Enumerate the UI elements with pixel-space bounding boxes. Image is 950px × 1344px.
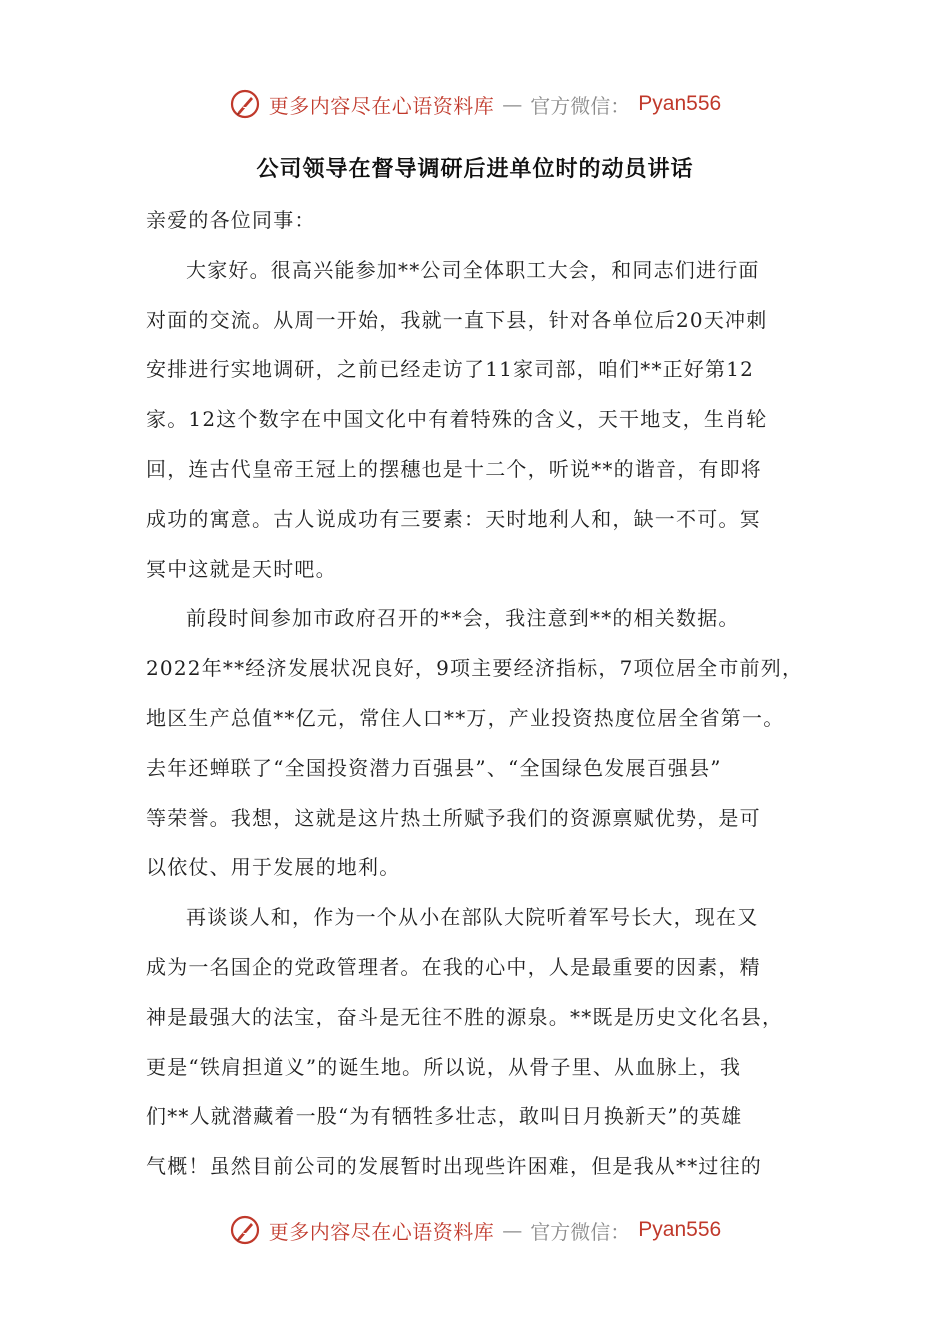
watermark-footer	[0, 1210, 950, 1250]
paragraph-line: 前段时间参加市政府召开的**会，我注意到**的相关数据。	[186, 606, 740, 631]
watermark-wechat-id: Pyan556	[638, 92, 722, 115]
paragraph-line: 再谈谈人和，作为一个从小在部队大院听着军号长大，现在又	[186, 905, 759, 930]
paragraph-line: 回，连古代皇帝王冠上的摆穗也是十二个，听说**的谐音，有即将	[146, 456, 762, 481]
salutation: 亲爱的各位同事：	[146, 208, 316, 232]
paragraph-line: 家。12这个数字在中国文化中有着特殊的含义，天干地支，生肖轮	[146, 407, 768, 432]
quill-pen-logo-icon	[229, 1214, 261, 1246]
watermark-site-text: 更多内容尽在心语资料库	[268, 1219, 495, 1244]
watermark-separator: —	[502, 92, 523, 116]
paragraph-line: 去年还蝉联了“全国投资潜力百强县”、“全国绿色发展百强县”	[146, 755, 722, 780]
paragraph-line: 神是最强大的法宝，奋斗是无往不胜的源泉。**既是历史文化名县，	[146, 1004, 784, 1029]
paragraph-line: 成为一名国企的党政管理者。在我的心中，人是最重要的因素，精	[146, 954, 761, 979]
paragraph-line: 地区生产总值**亿元，常住人口**万，产业投资热度位居全省第一。	[146, 705, 785, 730]
paragraph-line: 大家好。很高兴能参加**公司全体职工大会，和同志们进行面	[186, 257, 760, 282]
watermark-header	[0, 84, 950, 124]
document-body	[146, 196, 826, 1192]
paragraph-line: 以依仗、用于发展的地利。	[146, 855, 401, 880]
paragraph-2	[146, 594, 826, 893]
paragraph-line: 成功的寓意。古人说成功有三要素：天时地利人和，缺一不可。冥	[146, 506, 761, 531]
paragraph-line: 2022年**经济发展状况良好，9项主要经济指标，7项位居全市前列，	[146, 656, 804, 681]
watermark-site-text: 更多内容尽在心语资料库	[268, 93, 495, 118]
watermark-separator: —	[502, 1218, 523, 1242]
paragraph-line: 们**人就潜藏着一股“为有牺牲多壮志，敢叫日月换新天”的英雄	[146, 1104, 743, 1129]
document-title: 公司领导在督导调研后进单位时的动员讲话	[256, 157, 694, 182]
watermark-wechat-id: Pyan556	[638, 1218, 722, 1241]
paragraph-line: 安排进行实地调研，之前已经走访了11家司部，咱们**正好第12	[146, 357, 755, 382]
watermark-wechat-label: 官方微信：	[530, 1219, 631, 1244]
quill-pen-logo-icon	[229, 88, 261, 120]
paragraph-line: 更是“铁肩担道义”的诞生地。所以说，从骨子里、从血脉上，我	[146, 1054, 742, 1079]
paragraph-line: 等荣誉。我想，这就是这片热土所赋予我们的资源禀赋优势，是可	[146, 805, 761, 830]
watermark-wechat-label: 官方微信：	[530, 93, 631, 118]
paragraph-3	[146, 893, 826, 1192]
paragraph-line: 对面的交流。从周一开始，我就一直下县，针对各单位后20天冲刺	[146, 307, 768, 332]
paragraph-line: 冥中这就是天时吧。	[146, 556, 337, 581]
paragraph-line: 气概！虽然目前公司的发展暂时出现些许困难，但是我从**过往的	[146, 1154, 762, 1179]
paragraph-1	[146, 246, 826, 595]
